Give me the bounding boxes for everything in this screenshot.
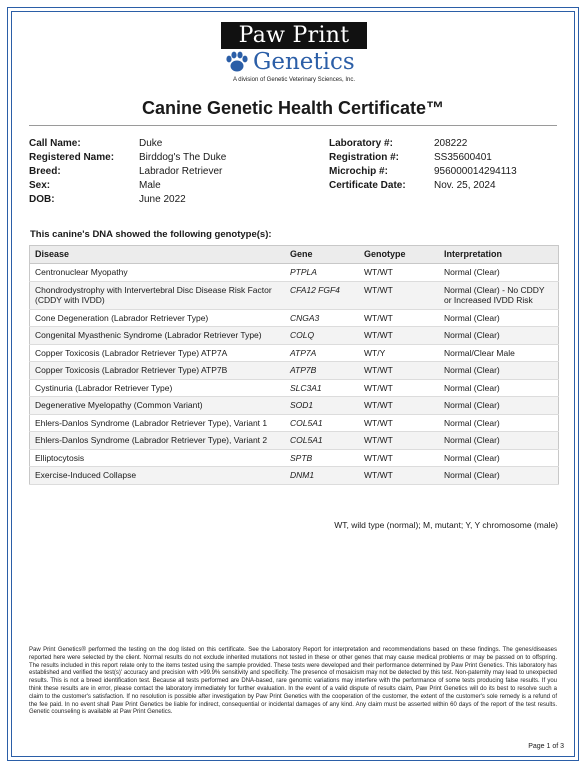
paw-print-icon xyxy=(221,49,253,75)
dob-value: June 2022 xyxy=(139,194,186,205)
genotype-cell: WT/WT xyxy=(359,327,439,345)
table-row xyxy=(30,397,559,415)
table-row xyxy=(30,414,559,432)
disease-cell: Copper Toxicosis (Labrador Retriever Type) ATP7B xyxy=(30,362,286,380)
table-row xyxy=(30,309,559,327)
gene-cell: COL5A1 xyxy=(285,414,359,432)
disease-cell: Congenital Myasthenic Syndrome (Labrador Retriever Type) xyxy=(30,327,286,345)
table-row xyxy=(30,344,559,362)
genotype-cell: WT/WT xyxy=(359,432,439,450)
genotype-cell: WT/WT xyxy=(359,281,439,309)
genotype-cell: WT/WT xyxy=(359,449,439,467)
interpretation-cell: Normal (Clear) xyxy=(439,414,559,432)
page-number: Page 1 of 3 xyxy=(528,743,564,750)
interpretation-cell: Normal (Clear) xyxy=(439,309,559,327)
dob-label: DOB: xyxy=(29,194,55,205)
certificate-title: Canine Genetic Health Certificate™ xyxy=(141,98,445,118)
sex-label: Sex: xyxy=(29,180,51,191)
legal-disclaimer: Paw Print Genetics® performed the testing on the dog listed on this certificate. See the Laboratory Report for interpretation and recommendations based on these findings. The genes/diseases reported here were selected by the client. Normal results do not exclude inherited mutations not tested in these or other genes that may cause medical problems or may be passed on to offspring. The results included in this report relate only to the items tested using the sample provided. These tests were developed and their performance determined by Paw Print Genetics. This laboratory has established and verified the test(s)' accuracy and precision with >99.9% sensitivity and specificity. The presence of mosaicism may not be detected by this test. Non-paternity may lead to unexpected results. This is not a breed identification test. Because all tests performed are DNA-based, rare genomic variations may interfere with the performance of some tests producing false results. If you think these results are in error, please contact the laboratory immediately for further evaluation. In the event of a valid dispute of results claim, Paw Print Genetics will do its best to resolve such a claim to the customer's satisfaction. If no resolution is possible after investigation by Paw Print Genetics with the cooperation of the customer, the extent of the customer's sole remedy is a refund of the fee paid. In no event shall Paw Print Genetics be liable for indirect, consequential or incidental damages of any kind. Any claim must be asserted within 60 days of the report of the test results. Genetic counseling is available at Paw Print Genetics. xyxy=(29,647,557,716)
disease-cell: Elliptocytosis xyxy=(30,449,286,467)
call-name-value: Duke xyxy=(139,138,163,149)
disease-cell: Cystinuria (Labrador Retriever Type) xyxy=(30,379,286,397)
genotype-cell: WT/WT xyxy=(359,414,439,432)
gene-cell: PTPLA xyxy=(285,264,359,282)
registration-number-label: Registration #: xyxy=(329,152,400,163)
table-row xyxy=(30,449,559,467)
disease-cell: Cone Degeneration (Labrador Retriever Type) xyxy=(30,309,286,327)
disease-cell: Chondrodystrophy with Intervertebral Disc Disease Risk Factor (CDDY with IVDD) xyxy=(30,281,286,309)
paw-print-genetics-logo xyxy=(221,22,367,86)
breed-label: Breed: xyxy=(29,166,61,177)
logo-line-2: Genetics xyxy=(253,49,355,75)
interpretation-cell: Normal (Clear) xyxy=(439,397,559,415)
disease-cell: Degenerative Myelopathy (Common Variant) xyxy=(30,397,286,415)
genotype-table xyxy=(29,245,559,485)
genotype-legend: WT, wild type (normal); M, mutant; Y, Y chromosome (male) xyxy=(334,520,558,530)
disease-cell: Ehlers-Danlos Syndrome (Labrador Retriever Type), Variant 2 xyxy=(30,432,286,450)
gene-cell: SLC3A1 xyxy=(285,379,359,397)
microchip-number-label: Microchip #: xyxy=(329,166,388,177)
disease-cell: Ehlers-Danlos Syndrome (Labrador Retriever Type), Variant 1 xyxy=(30,414,286,432)
gene-cell: DNM1 xyxy=(285,467,359,485)
table-row xyxy=(30,281,559,309)
gene-cell: COL5A1 xyxy=(285,432,359,450)
disease-cell: Centronuclear Myopathy xyxy=(30,264,286,282)
header-genotype: Genotype xyxy=(359,246,439,264)
call-name-label: Call Name: xyxy=(29,138,81,149)
gene-cell: ATP7B xyxy=(285,362,359,380)
interpretation-cell: Normal (Clear) xyxy=(439,379,559,397)
gene-cell: CFA12 FGF4 xyxy=(285,281,359,309)
table-row xyxy=(30,362,559,380)
interpretation-cell: Normal (Clear) xyxy=(439,264,559,282)
genotype-heading: This canine's DNA showed the following genotype(s): xyxy=(30,229,272,240)
header-disease: Disease xyxy=(30,246,286,264)
genotype-cell: WT/WT xyxy=(359,467,439,485)
header-interpretation: Interpretation xyxy=(439,246,559,264)
sex-value: Male xyxy=(139,180,161,191)
genotype-cell: WT/WT xyxy=(359,309,439,327)
table-row xyxy=(30,327,559,345)
table-row xyxy=(30,432,559,450)
gene-cell: CNGA3 xyxy=(285,309,359,327)
genotype-cell: WT/Y xyxy=(359,344,439,362)
gene-cell: COLQ xyxy=(285,327,359,345)
disease-cell: Exercise-Induced Collapse xyxy=(30,467,286,485)
genotype-cell: WT/WT xyxy=(359,264,439,282)
gene-cell: ATP7A xyxy=(285,344,359,362)
interpretation-cell: Normal (Clear) - No CDDY or Increased IVDD Risk xyxy=(439,281,559,309)
interpretation-cell: Normal (Clear) xyxy=(439,362,559,380)
genotype-cell: WT/WT xyxy=(359,379,439,397)
table-header-row xyxy=(30,246,559,264)
table-row xyxy=(30,264,559,282)
gene-cell: SOD1 xyxy=(285,397,359,415)
registration-number-value: SS35600401 xyxy=(434,152,492,163)
title-divider xyxy=(29,125,557,126)
logo-line-1: Paw Print xyxy=(221,22,367,49)
interpretation-cell: Normal/Clear Male xyxy=(439,344,559,362)
certificate-date-label: Certificate Date: xyxy=(329,180,406,191)
table-row xyxy=(30,467,559,485)
certificate-date-value: Nov. 25, 2024 xyxy=(434,180,496,191)
registered-name-value: Birddog's The Duke xyxy=(139,152,227,163)
registered-name-label: Registered Name: xyxy=(29,152,115,163)
gene-cell: SPTB xyxy=(285,449,359,467)
genotype-cell: WT/WT xyxy=(359,362,439,380)
logo-tagline: A division of Genetic Veterinary Sciences, Inc. xyxy=(232,77,356,83)
interpretation-cell: Normal (Clear) xyxy=(439,327,559,345)
interpretation-cell: Normal (Clear) xyxy=(439,449,559,467)
laboratory-number-label: Laboratory #: xyxy=(329,138,393,149)
interpretation-cell: Normal (Clear) xyxy=(439,432,559,450)
interpretation-cell: Normal (Clear) xyxy=(439,467,559,485)
breed-value: Labrador Retriever xyxy=(139,166,223,177)
header-gene: Gene xyxy=(285,246,359,264)
laboratory-number-value: 208222 xyxy=(434,138,468,149)
microchip-number-value: 956000014294113 xyxy=(434,166,517,177)
genotype-cell: WT/WT xyxy=(359,397,439,415)
disease-cell: Copper Toxicosis (Labrador Retriever Type) ATP7A xyxy=(30,344,286,362)
table-row xyxy=(30,379,559,397)
